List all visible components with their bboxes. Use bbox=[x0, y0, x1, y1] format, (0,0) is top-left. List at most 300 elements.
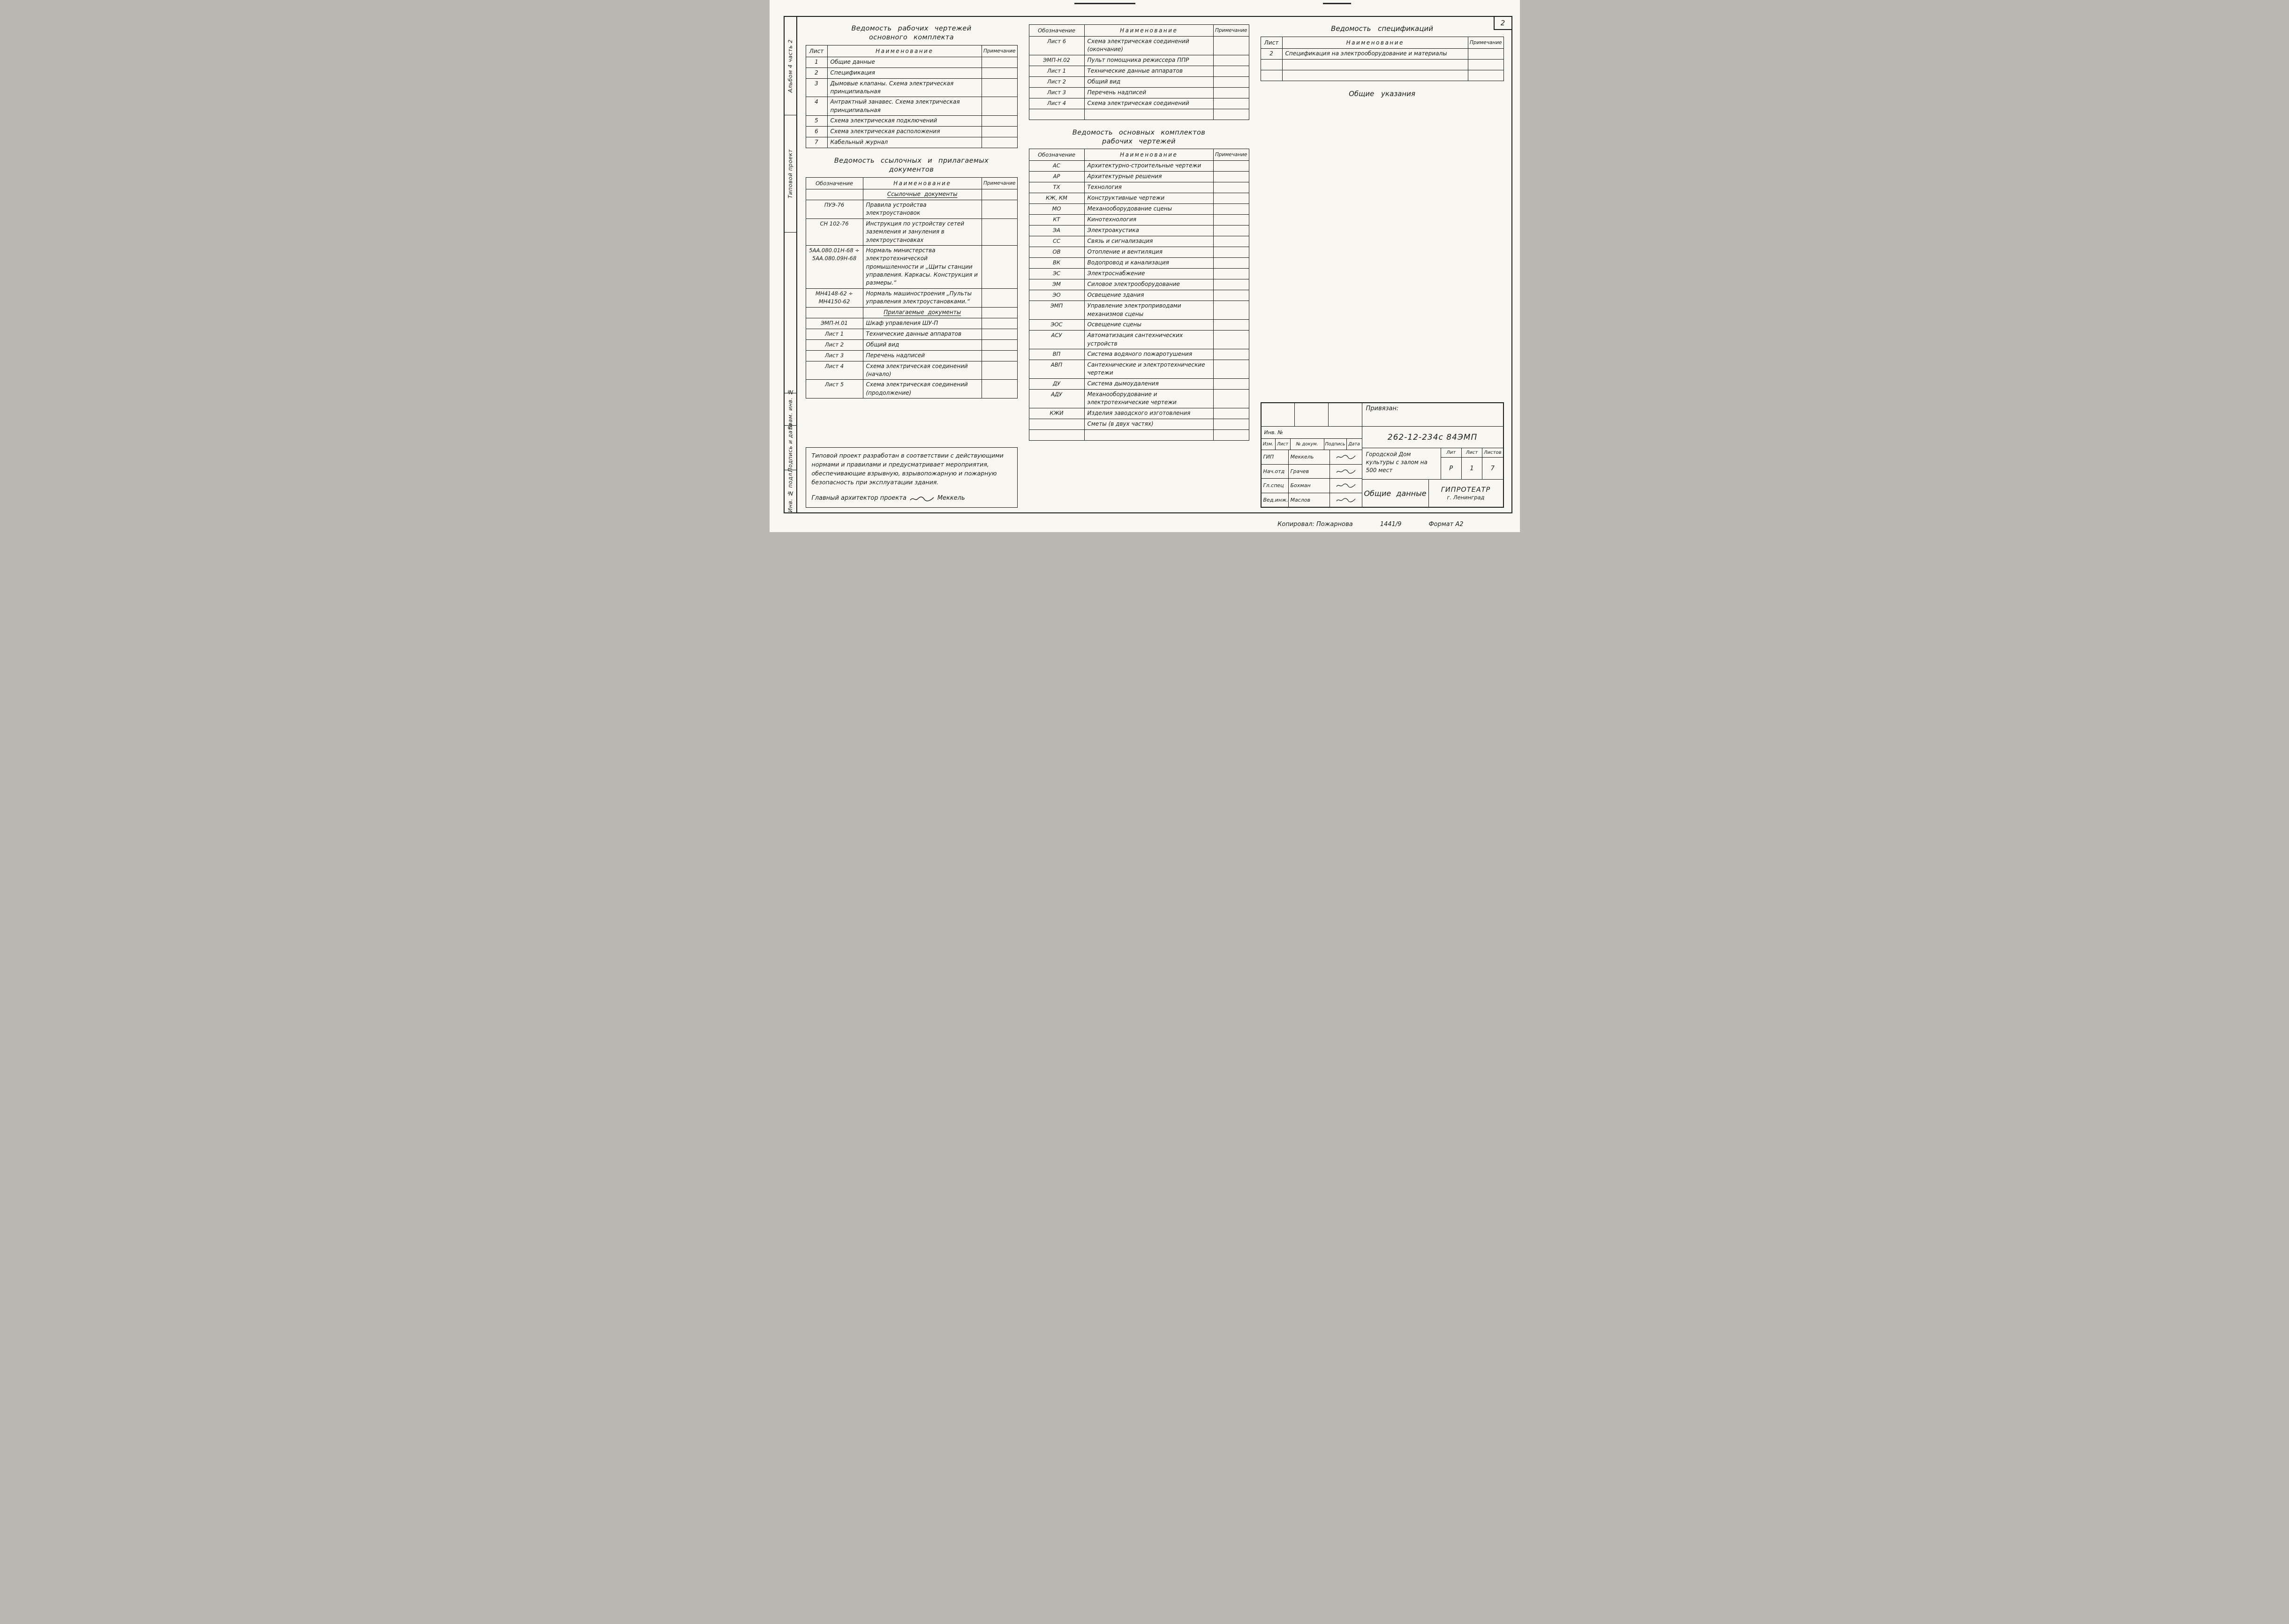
note-cell bbox=[1213, 247, 1249, 258]
name-cell: Инструкция по устройству сетей заземления и зануления в электроустановках bbox=[863, 218, 982, 245]
designation-cell bbox=[1029, 419, 1084, 429]
name-cell: Сантехнические и электротехнические чертежи bbox=[1084, 360, 1213, 379]
name-cell: Схема электрическая подключений bbox=[827, 116, 982, 127]
note-cell bbox=[1468, 49, 1503, 60]
privyazan-label: Привязан: bbox=[1362, 403, 1503, 427]
designation-cell: МО bbox=[1029, 204, 1084, 215]
note-cell bbox=[1213, 378, 1249, 389]
col-header-sheet: Лист bbox=[1261, 37, 1282, 49]
name-cell: Управление электроприводами механизмов сцены bbox=[1084, 301, 1213, 320]
title-line: документов bbox=[889, 166, 934, 174]
name-cell: Правила устройства электроустановок bbox=[863, 200, 982, 218]
table-row bbox=[1029, 172, 1249, 182]
header-row bbox=[1029, 25, 1249, 37]
name-cell: Пульт помощника режиссера ППР bbox=[1084, 55, 1213, 66]
name-cell: Ссылочные документы bbox=[863, 189, 982, 200]
table-row bbox=[806, 218, 1017, 245]
signatory-role: Гл.спец bbox=[1262, 479, 1289, 493]
designation-cell: КТ bbox=[1029, 215, 1084, 226]
name-cell: Схема электрическая соединений (продолжение) bbox=[863, 380, 982, 398]
designation-cell: Лист 4 bbox=[806, 361, 863, 380]
title-block bbox=[1261, 402, 1504, 508]
sheet-cell: 7 bbox=[806, 137, 827, 148]
inv-number-label: Инв. № bbox=[1262, 427, 1362, 439]
format-label: Формат А2 bbox=[1428, 521, 1464, 528]
signatory-name: Меккель bbox=[1289, 450, 1330, 464]
sheet-content bbox=[797, 17, 1511, 512]
title-block-right bbox=[1362, 403, 1503, 507]
scan-artifact bbox=[1074, 3, 1135, 4]
name-cell: Технология bbox=[1084, 182, 1213, 193]
column-middle bbox=[1029, 24, 1249, 508]
header-row bbox=[806, 177, 1017, 189]
drawing-sheet bbox=[770, 0, 1520, 532]
table-row bbox=[1029, 320, 1249, 331]
signatory-row bbox=[1262, 479, 1362, 493]
table-row bbox=[1029, 247, 1249, 258]
designation-cell: АВП bbox=[1029, 360, 1084, 379]
table-row bbox=[1029, 76, 1249, 87]
table-row bbox=[1261, 49, 1503, 60]
specifications-table bbox=[1261, 37, 1504, 81]
compliance-note bbox=[806, 447, 1018, 508]
main-sets-title bbox=[1029, 128, 1249, 146]
col-header-list: Лист bbox=[1276, 439, 1291, 450]
name-cell: Нормаль машиностроения „Пульты управления электроустановками.“ bbox=[863, 288, 982, 307]
copied-by: Копировал: Пожарнова bbox=[1277, 521, 1353, 528]
note-cell bbox=[982, 200, 1017, 218]
table-row bbox=[1029, 360, 1249, 379]
organization bbox=[1429, 480, 1503, 507]
name-cell: Кинотехнология bbox=[1084, 215, 1213, 226]
table-row bbox=[806, 288, 1017, 307]
col-header-sheet: Лист bbox=[806, 45, 827, 57]
note-cell bbox=[1213, 258, 1249, 269]
table-row bbox=[1029, 193, 1249, 204]
table-row bbox=[1029, 408, 1249, 419]
table-row bbox=[806, 350, 1017, 361]
sheet-cell: 6 bbox=[806, 127, 827, 137]
note-cell bbox=[1213, 320, 1249, 331]
name-cell: Отопление и вентиляция bbox=[1084, 247, 1213, 258]
note-cell bbox=[982, 78, 1017, 97]
name-cell: Прилагаемые документы bbox=[863, 307, 982, 318]
name-cell bbox=[1282, 70, 1468, 81]
table-row bbox=[806, 307, 1017, 318]
note-cell bbox=[982, 380, 1017, 398]
designation-cell bbox=[1029, 429, 1084, 440]
name-cell: Система водяного пожаротушения bbox=[1084, 349, 1213, 360]
signatory-row bbox=[1262, 465, 1362, 479]
signatory-row bbox=[1262, 493, 1362, 507]
col-header-note: Примечание bbox=[1213, 25, 1249, 37]
note-cell bbox=[1213, 290, 1249, 301]
designation-cell: АС bbox=[1029, 161, 1084, 172]
title-line: Ведомость ссылочных и прилагаемых bbox=[834, 157, 989, 165]
note-cell bbox=[982, 127, 1017, 137]
architect-label: Главный архитектор проекта bbox=[811, 494, 907, 502]
col-header-name: Наименование bbox=[1084, 25, 1213, 37]
name-cell: Механооборудование сцены bbox=[1084, 204, 1213, 215]
note-cell bbox=[982, 350, 1017, 361]
note-cell bbox=[982, 318, 1017, 329]
designation-cell: СН 102-76 bbox=[806, 218, 863, 245]
signatory-name: Маслов bbox=[1289, 493, 1330, 507]
note-cell bbox=[1213, 389, 1249, 408]
signatory-row bbox=[1262, 450, 1362, 465]
header-row bbox=[806, 45, 1017, 57]
compliance-note-text: Типовой проект разработан в соответствии с действующими нормами и правилами и предусматривает мероприятия, обеспечивающие взрывную, взрывопожарную и пожарную безопасность при эксплуатации здания. bbox=[811, 451, 1004, 486]
table-row bbox=[1029, 331, 1249, 349]
signature-icon bbox=[1330, 479, 1362, 493]
note-cell bbox=[982, 116, 1017, 127]
sheet-label: Лист bbox=[1462, 448, 1482, 457]
name-cell: Архитектурные решения bbox=[1084, 172, 1213, 182]
note-cell bbox=[982, 361, 1017, 380]
note-cell bbox=[982, 137, 1017, 148]
note-cell bbox=[1213, 408, 1249, 419]
signatory-name: Грачев bbox=[1289, 465, 1330, 479]
drawing-frame bbox=[784, 16, 1512, 513]
signatory-role: Вед.инж. bbox=[1262, 493, 1289, 507]
table-row bbox=[1029, 279, 1249, 290]
name-cell: Схема электрическая расположения bbox=[827, 127, 982, 137]
designation-cell: ВП bbox=[1029, 349, 1084, 360]
note-cell bbox=[982, 339, 1017, 350]
table-row bbox=[1261, 70, 1503, 81]
name-cell: Конструктивные чертежи bbox=[1084, 193, 1213, 204]
col-header-podpis: Подпись bbox=[1324, 439, 1347, 450]
header-row bbox=[1261, 37, 1503, 49]
architect-name: Меккель bbox=[937, 494, 965, 502]
col-header-note: Примечание bbox=[1213, 149, 1249, 161]
signature-icon bbox=[909, 495, 935, 503]
stage-value: Р bbox=[1441, 458, 1462, 479]
signatory-role: ГИП bbox=[1262, 450, 1289, 464]
note-cell bbox=[1213, 226, 1249, 236]
main-sets-table bbox=[1029, 149, 1249, 440]
col-header-izm: Изм. bbox=[1262, 439, 1276, 450]
note-cell bbox=[1213, 349, 1249, 360]
table-row bbox=[1029, 269, 1249, 279]
designation-cell: ЭО bbox=[1029, 290, 1084, 301]
table-row bbox=[806, 380, 1017, 398]
name-cell: Механооборудование и электротехнические чертежи bbox=[1084, 389, 1213, 408]
table-row bbox=[1029, 290, 1249, 301]
note-cell bbox=[1468, 70, 1503, 81]
table-row bbox=[1029, 55, 1249, 66]
designation-cell: Лист 6 bbox=[1029, 37, 1084, 55]
name-cell: Силовое электрооборудование bbox=[1084, 279, 1213, 290]
table-row bbox=[806, 137, 1017, 148]
sheet-cell: 2 bbox=[1261, 49, 1282, 60]
sheet-footer bbox=[1277, 521, 1463, 528]
general-notes-title: Общие указания bbox=[1349, 90, 1415, 98]
table-row bbox=[806, 189, 1017, 200]
left-margin-strip bbox=[785, 17, 797, 512]
col-header-note: Примечание bbox=[1468, 37, 1503, 49]
margin-label-inv-podl: Инв. № подл. bbox=[787, 470, 793, 512]
note-cell bbox=[1213, 331, 1249, 349]
name-cell: Архитектурно-строительные чертежи bbox=[1084, 161, 1213, 172]
title-block-middle bbox=[1362, 448, 1503, 480]
signatory-name: Бохман bbox=[1289, 479, 1330, 493]
name-cell: Шкаф управления ШУ-П bbox=[863, 318, 982, 329]
name-cell: Система дымоудаления bbox=[1084, 378, 1213, 389]
sheet-cell: 1 bbox=[806, 57, 827, 68]
table-row bbox=[806, 245, 1017, 288]
note-cell bbox=[1213, 76, 1249, 87]
designation-cell: КЖ, КМ bbox=[1029, 193, 1084, 204]
title-line: Ведомость рабочих чертежей bbox=[851, 25, 972, 32]
designation-cell: Лист 4 bbox=[1029, 98, 1084, 109]
signatories bbox=[1262, 450, 1362, 507]
note-cell bbox=[982, 189, 1017, 200]
margin-section bbox=[785, 423, 796, 472]
change-table-header bbox=[1262, 439, 1362, 450]
note-cell bbox=[982, 245, 1017, 288]
designation-cell: ДУ bbox=[1029, 378, 1084, 389]
table-row bbox=[806, 116, 1017, 127]
margin-label-podpis-data: Подпись и дата bbox=[787, 423, 793, 472]
designation-cell: ЭМ bbox=[1029, 279, 1084, 290]
designation-cell: ОВ bbox=[1029, 247, 1084, 258]
note-cell bbox=[1213, 429, 1249, 440]
designation-cell: Лист 5 bbox=[806, 380, 863, 398]
designation-cell: АСУ bbox=[1029, 331, 1084, 349]
col-header-designation: Обозначение bbox=[1029, 149, 1084, 161]
table-row bbox=[1029, 389, 1249, 408]
name-cell: Схема электрическая соединений (начало) bbox=[863, 361, 982, 380]
name-cell: Технические данные аппаратов bbox=[1084, 66, 1213, 76]
reference-docs-table bbox=[806, 177, 1018, 398]
note-cell bbox=[1213, 301, 1249, 320]
name-cell: Электроакустика bbox=[1084, 226, 1213, 236]
col-header-name: Наименование bbox=[827, 45, 982, 57]
col-header-name: Наименование bbox=[863, 177, 982, 189]
sheets-value: 7 bbox=[1490, 465, 1495, 472]
note-cell bbox=[982, 57, 1017, 68]
table-row bbox=[1029, 109, 1249, 120]
sheet-cell bbox=[1261, 60, 1282, 70]
name-cell: Схема электрическая соединений bbox=[1084, 98, 1213, 109]
table-row bbox=[806, 57, 1017, 68]
name-cell: Антрактный занавес. Схема электрическая принципиальная bbox=[827, 97, 982, 116]
table-row bbox=[1029, 98, 1249, 109]
name-cell: Спецификация на электрооборудование и материалы bbox=[1282, 49, 1468, 60]
name-cell: Общий вид bbox=[1084, 76, 1213, 87]
name-cell: Сметы (в двух частях) bbox=[1084, 419, 1213, 429]
designation-cell: АР bbox=[1029, 172, 1084, 182]
organization-name: ГИПРОТЕАТР bbox=[1441, 486, 1491, 494]
note-cell bbox=[982, 329, 1017, 339]
working-drawings-table bbox=[806, 45, 1018, 149]
table-row bbox=[806, 68, 1017, 78]
table-row bbox=[806, 318, 1017, 329]
organization-city: г. Ленинград bbox=[1447, 494, 1485, 501]
specifications-title: Ведомость спецификаций bbox=[1331, 24, 1433, 33]
sheet-cell: 5 bbox=[806, 116, 827, 127]
note-cell bbox=[1213, 419, 1249, 429]
name-cell: Кабельный журнал bbox=[827, 137, 982, 148]
reference-docs-title bbox=[806, 157, 1018, 174]
table-row bbox=[1029, 226, 1249, 236]
sheet-cell: 4 bbox=[806, 97, 827, 116]
designation-cell: ЭОС bbox=[1029, 320, 1084, 331]
title-block-empty-cells bbox=[1262, 403, 1362, 427]
col-header-designation: Обозначение bbox=[1029, 25, 1084, 37]
table-row bbox=[1029, 37, 1249, 55]
designation-cell bbox=[806, 189, 863, 200]
note-cell bbox=[1213, 269, 1249, 279]
name-cell: Общий вид bbox=[863, 339, 982, 350]
title-block-bottom bbox=[1362, 480, 1503, 507]
margin-section bbox=[785, 389, 796, 430]
sheet-title: Общие данные bbox=[1362, 480, 1429, 507]
table-row bbox=[1261, 60, 1503, 70]
table-row bbox=[1029, 204, 1249, 215]
designation-cell: ЭА bbox=[1029, 226, 1084, 236]
designation-cell: АДУ bbox=[1029, 389, 1084, 408]
col-header-dokum: № докум. bbox=[1291, 439, 1324, 450]
designation-cell: ЭМП-Н.02 bbox=[1029, 55, 1084, 66]
table-row bbox=[806, 329, 1017, 339]
designation-cell: ПУЭ-76 bbox=[806, 200, 863, 218]
note-cell bbox=[1213, 109, 1249, 120]
note-cell bbox=[982, 68, 1017, 78]
table-row bbox=[1029, 301, 1249, 320]
footer-ref-number: 1441/9 bbox=[1380, 521, 1402, 528]
margin-label-album: Альбом 4 часть 2 bbox=[787, 39, 793, 93]
name-cell: Дымовые клапаны. Схема электрическая принципиальная bbox=[827, 78, 982, 97]
name-cell: Спецификация bbox=[827, 68, 982, 78]
table-row bbox=[1029, 215, 1249, 226]
col-header-data: Дата bbox=[1348, 442, 1360, 447]
object-name: Городской Дом культуры с залом на 500 мест bbox=[1362, 448, 1441, 479]
signatory-role: Нач.отд bbox=[1262, 465, 1289, 479]
note-cell bbox=[1213, 87, 1249, 98]
name-cell: Нормаль министерства электротехнической промышленности и „Щиты станции управления. Каркасы. Конструкция и размеры.“ bbox=[863, 245, 982, 288]
designation-cell bbox=[806, 307, 863, 318]
margin-section bbox=[785, 115, 796, 233]
table-row bbox=[806, 200, 1017, 218]
title-line: рабочих чертежей bbox=[1102, 137, 1176, 145]
document-number: 262-12-234с 84ЭМП bbox=[1362, 427, 1503, 448]
name-cell: Технические данные аппаратов bbox=[863, 329, 982, 339]
note-cell bbox=[1213, 66, 1249, 76]
table-row bbox=[806, 127, 1017, 137]
table-row bbox=[1029, 419, 1249, 429]
designation-cell: 5АА.080.01Н-68 ÷ 5АА.080.09Н-68 bbox=[806, 245, 863, 288]
name-cell: Электроснабжение bbox=[1084, 269, 1213, 279]
note-cell bbox=[1213, 215, 1249, 226]
note-cell bbox=[982, 218, 1017, 245]
col-header-note: Примечание bbox=[982, 45, 1017, 57]
note-cell bbox=[1213, 37, 1249, 55]
name-cell: Освещение сцены bbox=[1084, 320, 1213, 331]
name-cell: Освещение здания bbox=[1084, 290, 1213, 301]
note-cell bbox=[1213, 161, 1249, 172]
note-cell bbox=[982, 288, 1017, 307]
note-cell bbox=[1213, 279, 1249, 290]
designation-cell: Лист 2 bbox=[806, 339, 863, 350]
col-header-name: Наименование bbox=[1084, 149, 1213, 161]
name-cell: Автоматизация сантехнических устройств bbox=[1084, 331, 1213, 349]
note-cell bbox=[1213, 360, 1249, 379]
sheet-cell bbox=[1261, 70, 1282, 81]
stage-label: Лит bbox=[1441, 448, 1462, 457]
title-line: основного комплекта bbox=[869, 33, 954, 41]
column-right bbox=[1261, 24, 1504, 508]
table-row bbox=[1029, 258, 1249, 269]
designation-cell: ЭМП-Н.01 bbox=[806, 318, 863, 329]
title-line: Ведомость основных комплектов bbox=[1072, 128, 1206, 136]
col-header-name: Наименование bbox=[1282, 37, 1468, 49]
sheets-label: Листов bbox=[1484, 450, 1502, 455]
scan-artifact bbox=[1323, 3, 1351, 4]
name-cell: Изделия заводского изготовления bbox=[1084, 408, 1213, 419]
general-notes bbox=[1261, 102, 1504, 103]
table-row bbox=[806, 361, 1017, 380]
name-cell: Перечень надписей bbox=[1084, 87, 1213, 98]
architect-line bbox=[812, 494, 1012, 503]
margin-section bbox=[785, 233, 796, 393]
designation-cell: СС bbox=[1029, 236, 1084, 247]
working-drawings-continuation-table bbox=[1029, 24, 1249, 120]
designation-cell: МН4148-62 ÷ МН4150-62 bbox=[806, 288, 863, 307]
table-row bbox=[806, 78, 1017, 97]
name-cell bbox=[1084, 429, 1213, 440]
name-cell: Перечень надписей bbox=[863, 350, 982, 361]
designation-cell bbox=[1029, 109, 1084, 120]
note-cell bbox=[1468, 60, 1503, 70]
sheet-cell: 3 bbox=[806, 78, 827, 97]
margin-section bbox=[785, 17, 796, 115]
name-cell bbox=[1282, 60, 1468, 70]
signature-icon bbox=[1330, 493, 1362, 507]
designation-cell: КЖИ bbox=[1029, 408, 1084, 419]
table-row bbox=[806, 97, 1017, 116]
table-row bbox=[806, 339, 1017, 350]
table-row bbox=[1029, 182, 1249, 193]
table-row bbox=[1029, 236, 1249, 247]
note-cell bbox=[982, 97, 1017, 116]
lit-grid-values bbox=[1441, 458, 1503, 479]
note-cell bbox=[1213, 55, 1249, 66]
note-cell bbox=[1213, 193, 1249, 204]
name-cell: Связь и сигнализация bbox=[1084, 236, 1213, 247]
designation-cell: Лист 2 bbox=[1029, 76, 1084, 87]
lit-list-listov-grid bbox=[1441, 448, 1503, 479]
designation-cell: Лист 1 bbox=[1029, 66, 1084, 76]
column-left bbox=[806, 24, 1018, 508]
name-cell: Схема электрическая соединений (окончание) bbox=[1084, 37, 1213, 55]
designation-cell: Лист 3 bbox=[1029, 87, 1084, 98]
table-row bbox=[1029, 161, 1249, 172]
lit-grid-header bbox=[1441, 448, 1503, 458]
designation-cell: Лист 3 bbox=[806, 350, 863, 361]
header-row bbox=[1029, 149, 1249, 161]
col-header-note: Примечание bbox=[982, 177, 1017, 189]
table-row bbox=[1029, 66, 1249, 76]
name-cell: Общие данные bbox=[827, 57, 982, 68]
note-cell bbox=[1213, 98, 1249, 109]
note-cell bbox=[982, 307, 1017, 318]
title-block-left bbox=[1262, 403, 1362, 507]
table-row bbox=[1029, 87, 1249, 98]
note-cell bbox=[1213, 204, 1249, 215]
designation-cell: ЭМП bbox=[1029, 301, 1084, 320]
